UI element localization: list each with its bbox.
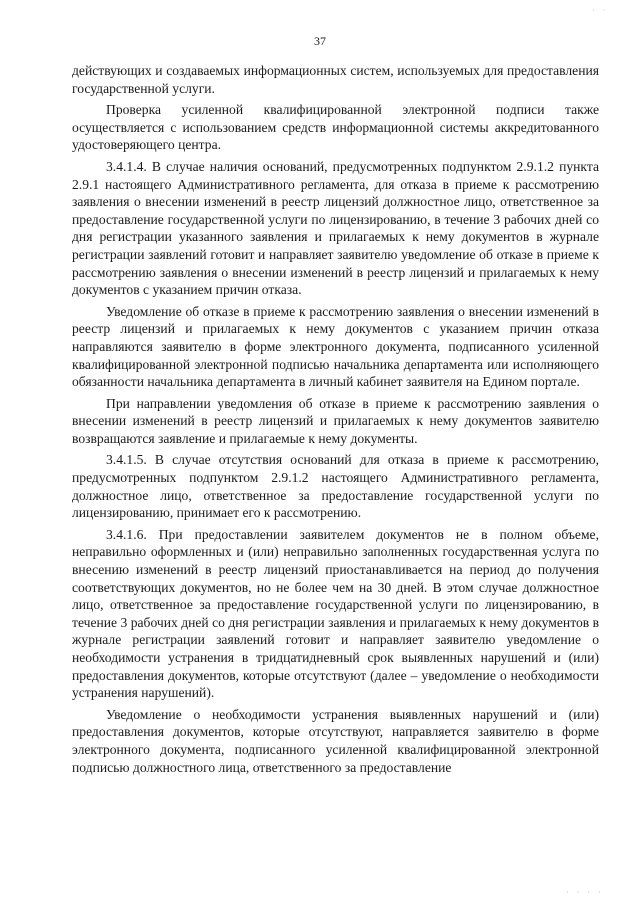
paragraph-4: Уведомление об отказе в приеме к рассмотрению заявления о внесении изменений в реестр лицензий и прилагаемых к нему документов с указанием причин отказа направляются заявителю в форме электронного документа, подписанного усиленной квалифицированной электронной подписью начальника департамента или исполняющего обязанности начальника департамента в личный кабинет заявителя на Едином портале. [72, 303, 599, 390]
scan-artifact-top: · · [592, 6, 609, 15]
scan-artifact-bottom: · · · · [566, 888, 604, 897]
paragraph-3: 3.4.1.4. В случае наличия оснований, предусмотренных подпунктом 2.9.1.2 пункта 2.9.1 настоящего Административного регламента, для отказа в приеме к рассмотрению заявления о внесении изменений в реестр лицензий должностное лицо, ответственное за предоставление государственной услуги по лицензированию, в течение 3 рабочих дней со дня регистрации указанного заявления и прилагаемых к нему документов в журнале регистрации заявлений готовит и направляет заявителю уведомление об отказе в приеме к рассмотрению заявления о внесении изменений в реестр лицензий и прилагаемых к нему документов с указанием причин отказа. [72, 158, 599, 298]
paragraph-8: Уведомление о необходимости устранения выявленных нарушений и (или) предоставления документов, которые отсутствуют, направляется заявителю в форме электронного документа, подписанного усиленной квалифицированной электронной подписью должностного лица, ответственного за предоставление [72, 706, 599, 775]
paragraph-7: 3.4.1.6. При предоставлении заявителем документов не в полном объеме, неправильно оформленных и (или) неправильно заполненных государственная услуга по внесению изменений в реестр лицензий приостанавливается на период до получения соответствующих документов, но не более чем на 30 дней. В этом случае должностное лицо, ответственное за предоставление государственной услуги по лицензированию, в течение 3 рабочих дней со дня регистрации заявления и прилагаемых к нему документов в журнале регистрации заявлений готовит и направляет заявителю уведомление о необходимости устранения в тридцатидневный срок выявленных нарушений и (или) предоставления документов, которые отсутствуют (далее – уведомление о необходимости устранения нарушений). [72, 526, 599, 701]
paragraph-2: Проверка усиленной квалифицированной электронной подписи также осуществляется с использованием средств информационной системы аккредитованного удостоверяющего центра. [72, 102, 599, 153]
paragraph-6: 3.4.1.5. В случае отсутствия оснований для отказа в приеме к рассмотрению, предусмотренных подпунктом 2.9.1.2 настоящего Административного регламента, должностное лицо, ответственное за предоставление государственной услуги по лицензированию, принимает его к рассмотрению. [72, 452, 599, 521]
document-body [72, 62, 599, 776]
paragraph-1: действующих и создаваемых информационных систем, используемых для предоставления государственной услуги. [72, 63, 599, 96]
paragraph-5: При направлении уведомления об отказе в приеме к рассмотрению заявления о внесении изменений в реестр лицензий и прилагаемых к нему документов заявителю возвращаются заявление и прилагаемые к нему документы. [72, 395, 599, 446]
page-number: 37 [314, 34, 326, 48]
